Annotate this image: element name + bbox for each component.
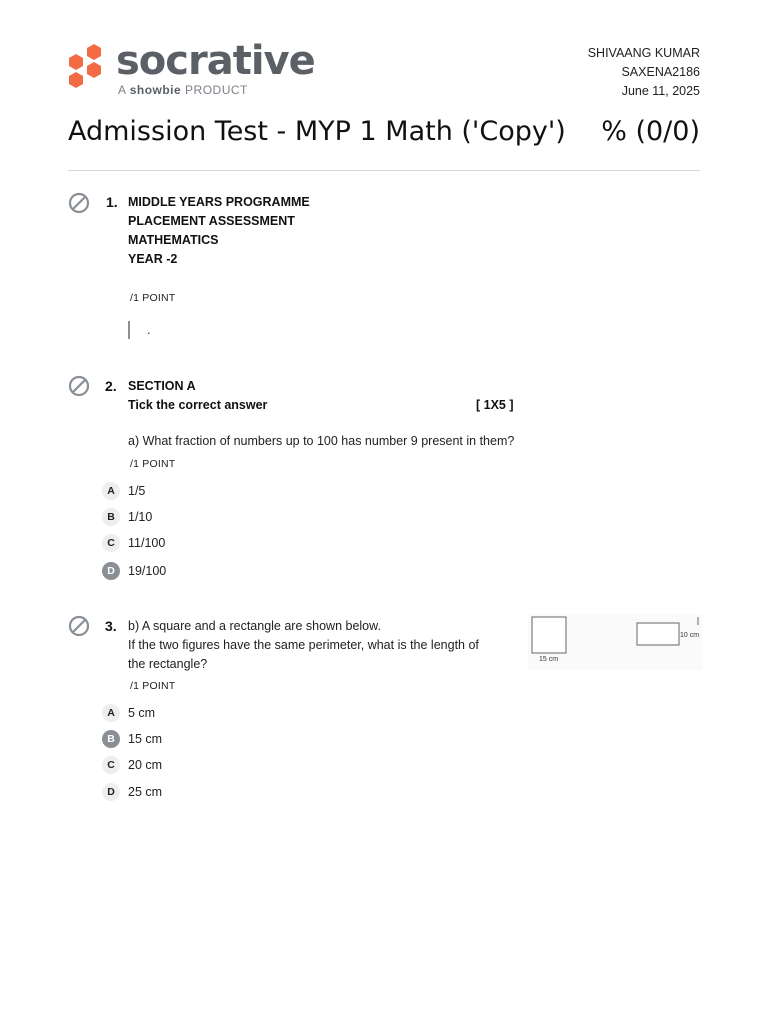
choice-text: 11/100 — [128, 536, 166, 550]
question-3-prompt — [128, 617, 479, 674]
brand-tagline-showbie: showbie — [129, 83, 182, 97]
question-line: the rectangle? — [128, 657, 208, 671]
question-1-text — [128, 193, 310, 269]
brand-tagline — [118, 83, 248, 97]
student-id: SAXENA2186 — [621, 65, 700, 79]
no-answer-icon — [68, 192, 90, 214]
answer-choice-selected — [102, 561, 166, 581]
choice-text: 5 cm — [128, 706, 156, 720]
header-divider — [68, 170, 700, 171]
question-points: /1 POINT — [130, 680, 176, 692]
test-title: Admission Test - MYP 1 Math ('Copy') — [68, 116, 566, 147]
choice-letter: A — [102, 704, 120, 722]
answer-choice — [102, 481, 145, 501]
choice-letter: D — [102, 783, 120, 801]
student-answer: . — [147, 322, 151, 337]
answer-choice — [102, 703, 155, 723]
question-points: /1 POINT — [130, 458, 176, 470]
question-instruction: Tick the correct answer — [128, 398, 268, 412]
choice-text: 1/10 — [128, 510, 153, 524]
choice-letter: C — [102, 534, 120, 552]
answer-marker — [128, 321, 130, 339]
question-number: 2. — [105, 378, 117, 394]
question-number: 1. — [106, 194, 118, 210]
no-answer-icon — [68, 375, 90, 397]
socrative-logo-icon — [66, 44, 106, 94]
choice-text: 25 cm — [128, 785, 163, 799]
choice-letter: A — [102, 482, 120, 500]
question-line: YEAR -2 — [128, 252, 178, 266]
brand-name: socrative — [116, 38, 315, 84]
answer-choice — [102, 755, 162, 775]
choice-text: 1/5 — [128, 484, 146, 498]
question-line: b) A square and a rectangle are shown below. — [128, 619, 381, 633]
choice-text: 15 cm — [128, 732, 163, 746]
answer-choice — [102, 782, 162, 802]
choice-text: 20 cm — [128, 758, 163, 772]
question-points: /1 POINT — [130, 292, 176, 304]
choice-letter: B — [102, 508, 120, 526]
question-marks: [ 1X5 ] — [476, 398, 514, 412]
no-answer-icon — [68, 615, 90, 637]
question-line: If the two figures have the same perimeter, what is the length of — [128, 638, 479, 652]
rectangle-label: 10 cm — [680, 632, 700, 639]
choice-letter: C — [102, 756, 120, 774]
brand-tagline-prefix: A — [118, 83, 126, 97]
question-line: MATHEMATICS — [128, 233, 219, 247]
question-prompt: a) What fraction of numbers up to 100 has number 9 present in them? — [128, 434, 515, 448]
square-label: 15 cm — [539, 656, 559, 663]
question-figure — [528, 614, 702, 670]
answer-choice-selected — [102, 729, 162, 749]
choice-text: 19/100 — [128, 564, 167, 578]
student-name: SHIVAANG KUMAR — [587, 46, 700, 60]
answer-choice — [102, 533, 165, 553]
choice-letter: D — [102, 562, 120, 580]
brand-tagline-suffix: PRODUCT — [185, 83, 248, 97]
section-heading: SECTION A — [128, 379, 196, 393]
question-number: 3. — [105, 618, 117, 634]
test-score: % (0/0) — [601, 116, 700, 147]
report-date: June 11, 2025 — [621, 84, 700, 98]
question-line: MIDDLE YEARS PROGRAMME — [128, 195, 310, 209]
question-line: PLACEMENT ASSESSMENT — [128, 214, 295, 228]
answer-choice — [102, 507, 152, 527]
student-info — [588, 44, 700, 101]
choice-letter: B — [102, 730, 120, 748]
